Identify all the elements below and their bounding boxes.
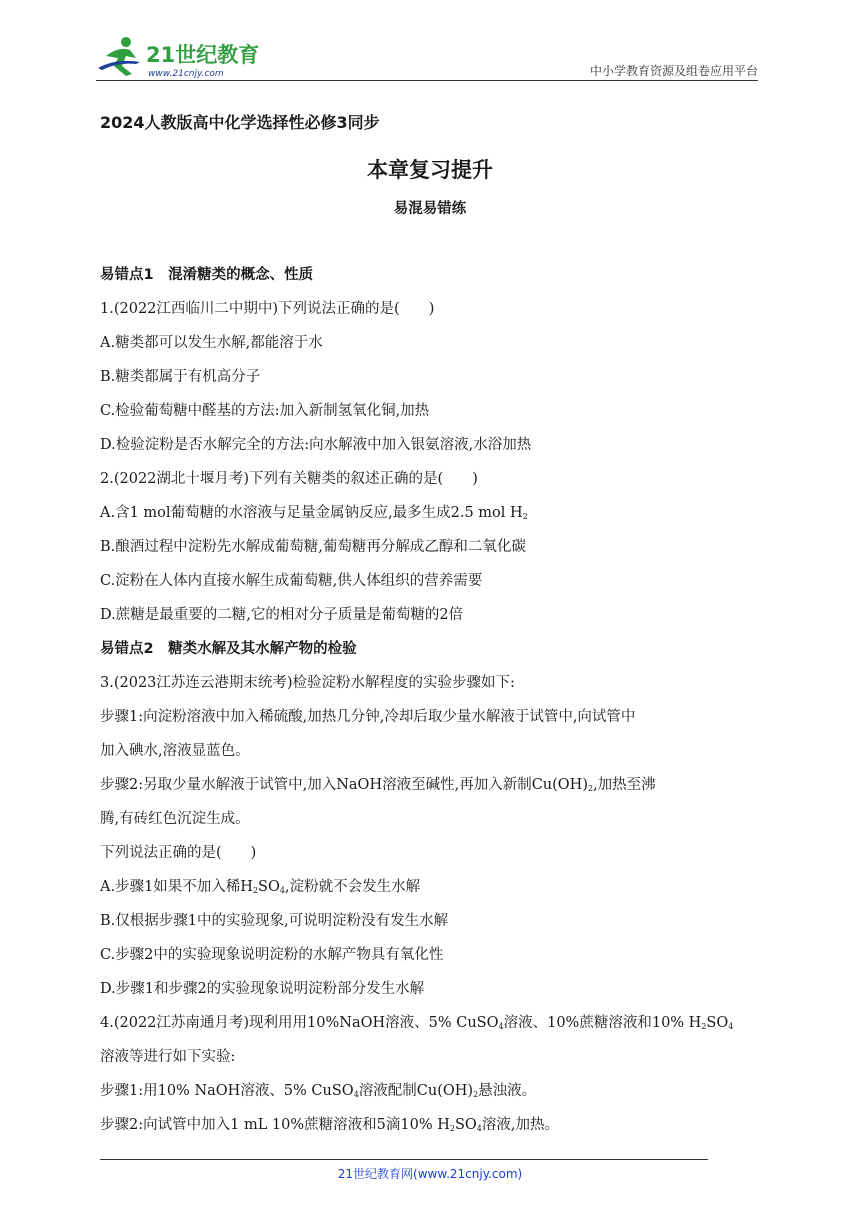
question-3: 3.(2023江苏连云港期末统考)检验淀粉水解程度的实验步骤如下: — [100, 675, 515, 691]
section-heading-2: 易错点2 糖类水解及其水解产物的检验 — [100, 641, 357, 657]
question-4-cont: 溶液等进行如下实验: — [100, 1049, 236, 1065]
series-title: 2024人教版高中化学选择性必修3同步 — [100, 113, 380, 132]
page-subtitle: 易混易错练 — [393, 201, 467, 217]
q1-option-c: C.检验葡萄糖中醛基的方法:加入新制氢氧化铜,加热 — [100, 403, 430, 419]
q3-option-a: A.步骤1如果不加入稀$H_2SO_4$,淀粉就不会发生水解 — [100, 879, 421, 895]
q3-option-b: B.仅根据步骤1中的实验现象,可说明淀粉没有发生水解 — [100, 913, 449, 929]
q1-option-a: A.糖类都可以发生水解,都能溶于水 — [100, 335, 323, 351]
q3-option-c: C.步骤2中的实验现象说明淀粉的水解产物具有氧化性 — [100, 947, 444, 963]
site-tagline: 中小学教育资源及组卷应用平台 — [589, 64, 758, 78]
q4-step-1: 步骤1:用10% NaOH溶液、5% CuSO$_4$溶液配制$Cu(OH)_2$悬浊液。 — [100, 1083, 537, 1099]
q3-option-d: D.步骤1和步骤2的实验现象说明淀粉部分发生水解 — [100, 981, 425, 997]
runner-icon — [98, 37, 140, 76]
site-logo — [96, 36, 266, 80]
q1-option-d: D.检验淀粉是否水解完全的方法:向水解液中加入银氨溶液,水浴加热 — [100, 437, 532, 453]
question-4: 4.(2022江苏南通月考)现利用用10%NaOH溶液、5% CuSO$_4$溶液、10%蔗糖溶液和10% $H_2SO_4$ — [100, 1015, 734, 1031]
q3-step-1-cont: 加入碘水,溶液显蓝色。 — [100, 743, 250, 759]
header-divider — [96, 80, 758, 81]
q3-prompt: 下列说法正确的是( ) — [100, 845, 257, 861]
logo-url: www.21cnjy.com — [148, 69, 224, 79]
q2-option-d: D.蔗糖是最重要的二糖,它的相对分子质量是葡萄糖的2倍 — [100, 607, 464, 623]
q3-step-1: 步骤1:向淀粉溶液中加入稀硫酸,加热几分钟,冷却后取少量水解液于试管中,向试管中 — [100, 709, 636, 725]
q2-option-a: A.含1 mol葡萄糖的水溶液与足量金属钠反应,最多生成2.5 mol $H_2$ — [100, 505, 528, 521]
q3-step-2: 步骤2:另取少量水解液于试管中,加入NaOH溶液至碱性,再加入新制$Cu(OH)_2$,加热至沸 — [100, 777, 656, 793]
footer-divider — [100, 1159, 708, 1160]
question-1: 1.(2022江西临川二中期中)下列说法正确的是( ) — [100, 301, 435, 317]
page-title: 本章复习提升 — [367, 158, 493, 182]
q1-option-b: B.糖类都属于有机高分子 — [100, 369, 261, 385]
logo-text: 21世纪教育 — [146, 43, 260, 67]
q3-step-2-cont: 腾,有砖红色沉淀生成。 — [100, 811, 250, 827]
question-2: 2.(2022湖北十堰月考)下列有关糖类的叙述正确的是( ) — [100, 471, 478, 487]
q2-option-c: C.淀粉在人体内直接水解生成葡萄糖,供人体组织的营养需要 — [100, 573, 483, 589]
document-body — [100, 258, 764, 1142]
q4-step-2: 步骤2:向试管中加入1 mL 10%蔗糖溶液和5滴10% $H_2SO_4$溶液,加热。 — [100, 1117, 559, 1133]
q2-option-b: B.酿酒过程中淀粉先水解成葡萄糖,葡萄糖再分解成乙醇和二氧化碳 — [100, 539, 526, 555]
footer-link[interactable]: 21世纪教育网(www.21cnjy.com) — [337, 1167, 523, 1181]
section-heading-1: 易错点1 混淆糖类的概念、性质 — [100, 267, 314, 283]
